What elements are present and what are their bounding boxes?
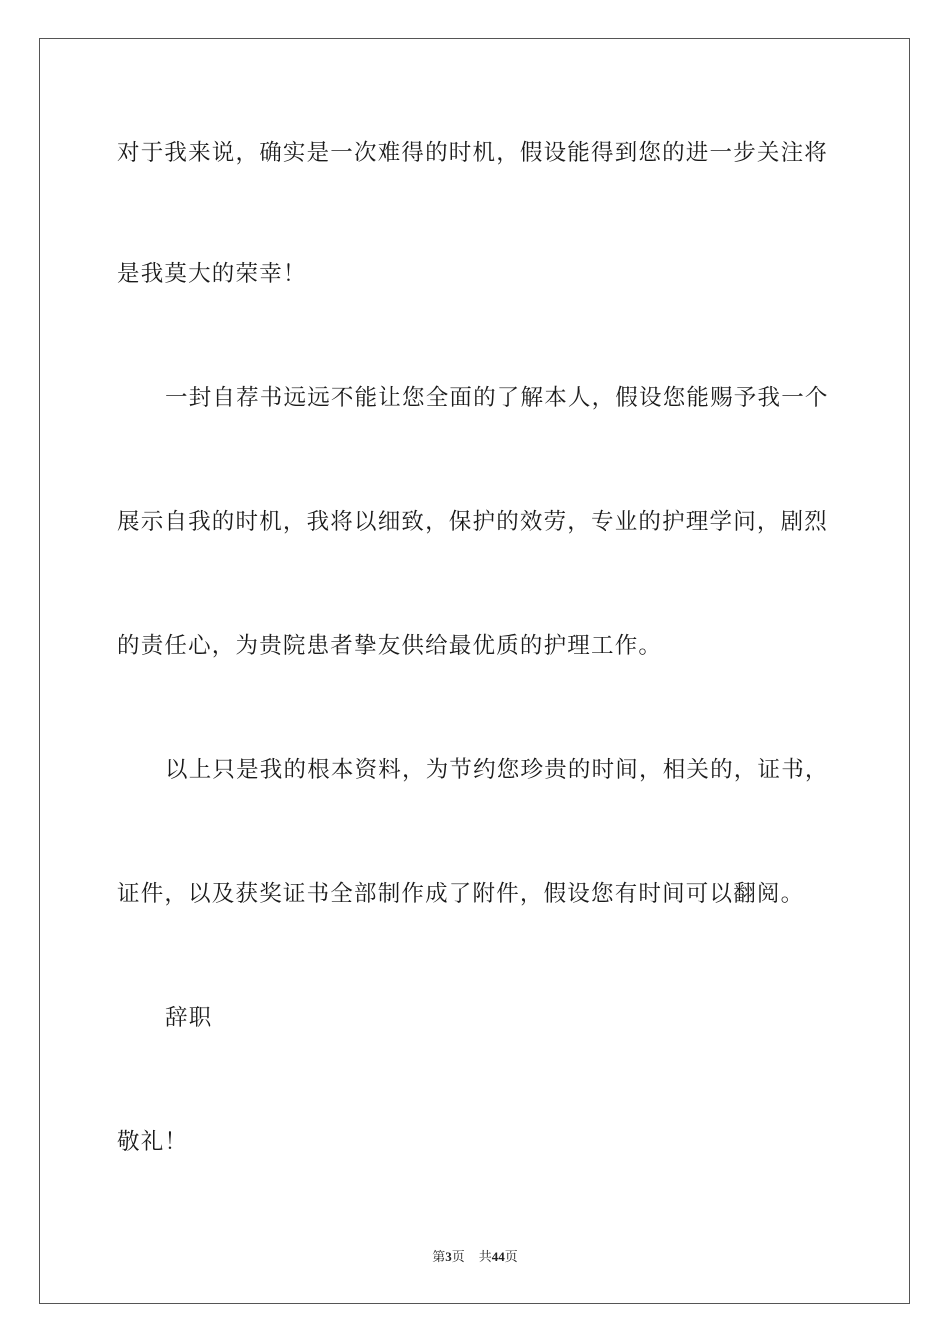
body-line-2: 是我莫大的荣幸！ (117, 261, 307, 287)
body-line-5: 的责任心，为贵院患者挚友供给最优质的护理工作。 (117, 633, 663, 659)
total-pages: 44 (491, 1249, 505, 1264)
body-line-3: 一封自荐书远远不能让您全面的了解本人，假设您能赐予我一个 (165, 385, 829, 411)
salutation: 敬礼！ (117, 1129, 189, 1155)
total-prefix: 共 (478, 1249, 492, 1264)
page-number: 3 (445, 1249, 452, 1264)
closing-phrase: 辞职 (165, 1005, 213, 1031)
body-line-6: 以上只是我的根本资料，为节约您珍贵的时间，相关的，证书， (165, 757, 829, 783)
body-line-1: 对于我来说，确实是一次难得的时机，假设能得到您的进一步关注将 (117, 140, 829, 166)
body-line-7: 证件，以及获奖证书全部制作成了附件，假设您有时间可以翻阅。 (117, 881, 805, 907)
page-suffix: 页 (451, 1249, 465, 1264)
body-line-4: 展示自我的时机，我将以细致，保护的效劳，专业的护理学问，剧烈 (117, 509, 829, 535)
total-suffix: 页 (504, 1249, 518, 1264)
page-border (39, 38, 910, 1304)
page-footer (0, 1248, 950, 1266)
page-prefix: 第 (432, 1249, 446, 1264)
